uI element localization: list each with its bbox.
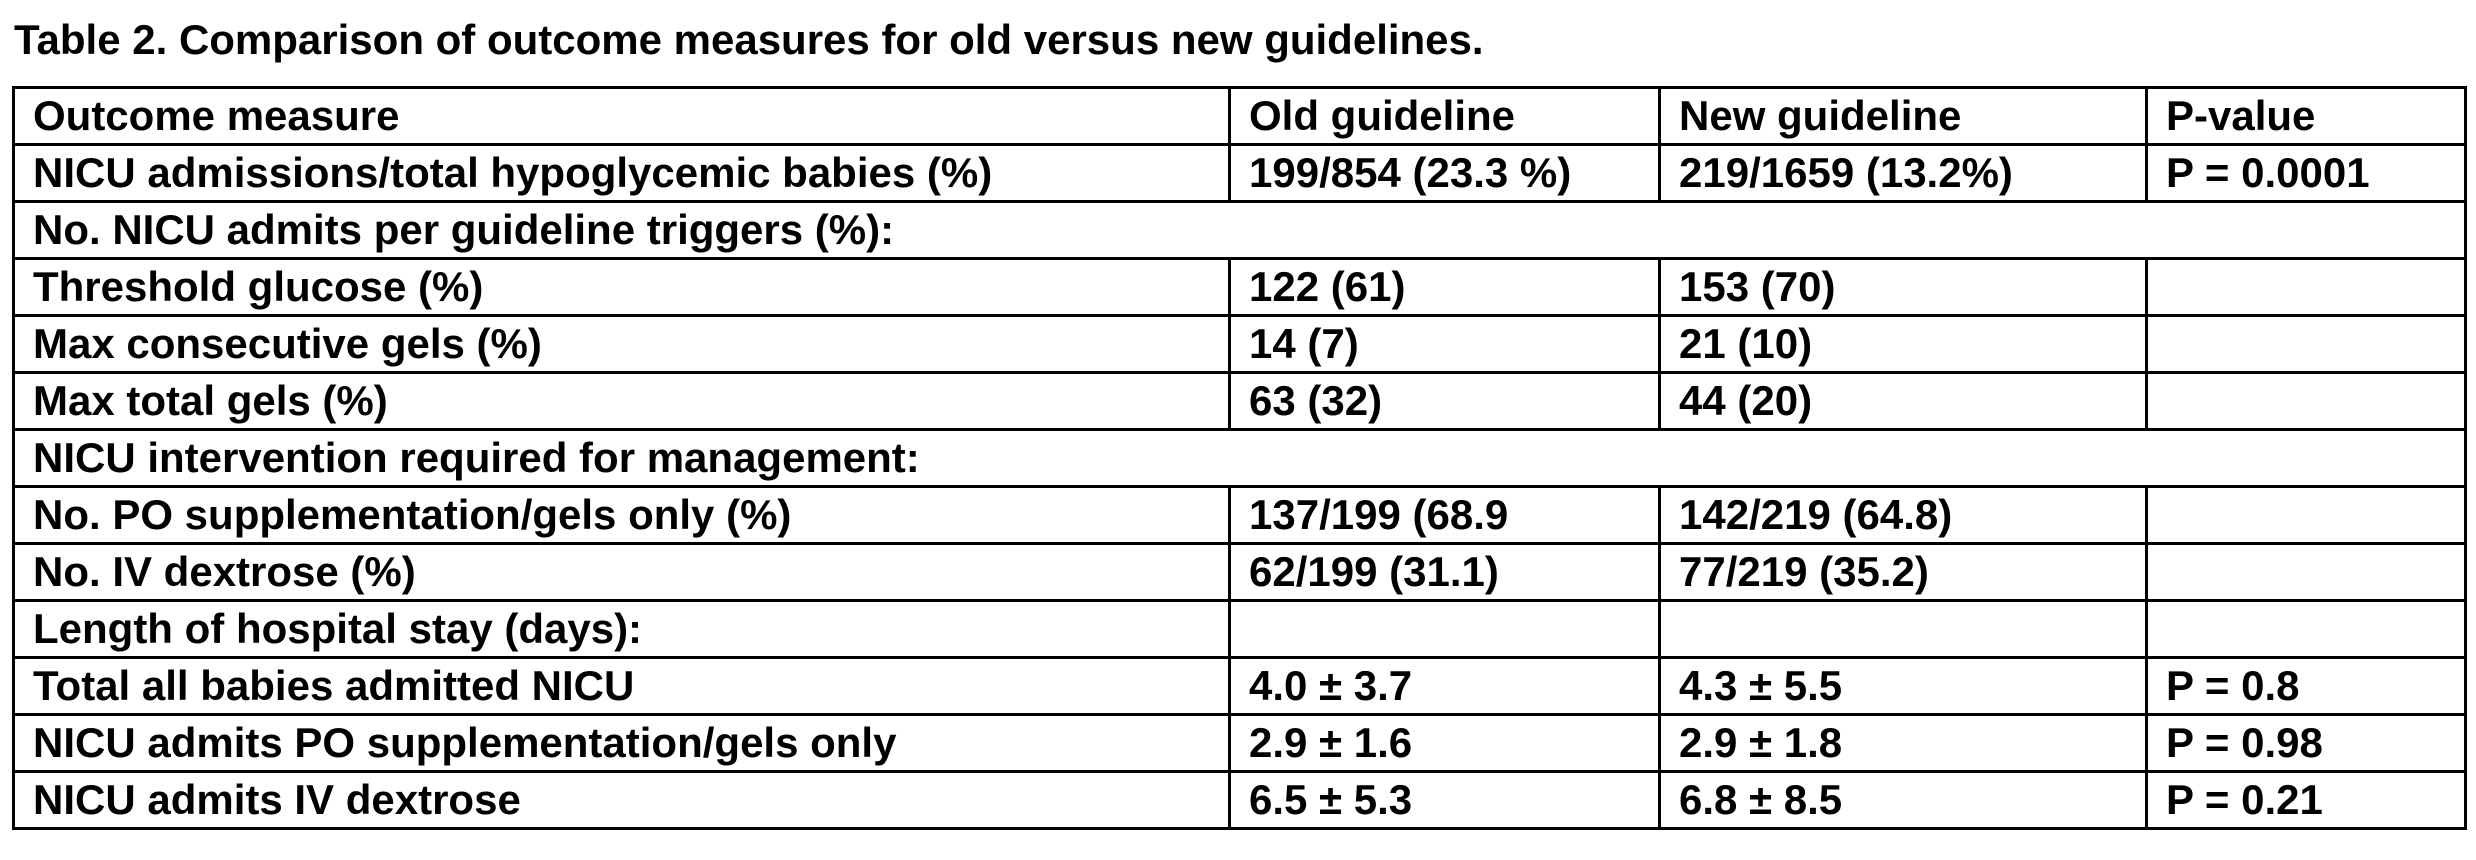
- cell-new-guideline: 2.9 ± 1.8: [1660, 715, 2147, 772]
- cell-new-guideline: 77/219 (35.2): [1660, 544, 2147, 601]
- table-row: [14, 259, 2466, 316]
- cell-new-guideline: 219/1659 (13.2%): [1660, 145, 2147, 202]
- cell-new-guideline: 6.8 ± 8.5: [1660, 772, 2147, 829]
- cell-new-guideline: 153 (70): [1660, 259, 2147, 316]
- cell-new-guideline: 44 (20): [1660, 373, 2147, 430]
- table-row: [14, 487, 2466, 544]
- cell-outcome-measure: Max consecutive gels (%): [14, 316, 1230, 373]
- table-row: [14, 658, 2466, 715]
- header-cell-outcome-measure: Outcome measure: [14, 88, 1230, 145]
- cell-outcome-measure: NICU admissions/total hypoglycemic babies (%): [14, 145, 1230, 202]
- table-row: [14, 373, 2466, 430]
- cell-new-guideline: [1660, 601, 2147, 658]
- cell-outcome-measure: NICU admits IV dextrose: [14, 772, 1230, 829]
- cell-old-guideline: 199/854 (23.3 %): [1230, 145, 1660, 202]
- cell-p-value: [2147, 259, 2466, 316]
- cell-new-guideline: 21 (10): [1660, 316, 2147, 373]
- cell-outcome-measure: Total all babies admitted NICU: [14, 658, 1230, 715]
- section-label: No. NICU admits per guideline triggers (%):: [14, 202, 2466, 259]
- cell-p-value: [2147, 601, 2466, 658]
- table-row: [14, 316, 2466, 373]
- cell-old-guideline: 63 (32): [1230, 373, 1660, 430]
- header-row: [14, 88, 2466, 145]
- cell-outcome-measure: Threshold glucose (%): [14, 259, 1230, 316]
- cell-p-value: [2147, 316, 2466, 373]
- table-caption: Table 2. Comparison of outcome measures for old versus new guidelines.: [14, 16, 1484, 63]
- header-cell-new-guideline: New guideline: [1660, 88, 2147, 145]
- table-row: [14, 772, 2466, 829]
- cell-outcome-measure: No. IV dextrose (%): [14, 544, 1230, 601]
- cell-p-value: P = 0.21: [2147, 772, 2466, 829]
- cell-old-guideline: 137/199 (68.9: [1230, 487, 1660, 544]
- cell-old-guideline: [1230, 601, 1660, 658]
- cell-old-guideline: 6.5 ± 5.3: [1230, 772, 1660, 829]
- header-cell-p-value: P-value: [2147, 88, 2466, 145]
- cell-new-guideline: 142/219 (64.8): [1660, 487, 2147, 544]
- cell-old-guideline: 122 (61): [1230, 259, 1660, 316]
- cell-p-value: P = 0.98: [2147, 715, 2466, 772]
- section-row: [14, 430, 2466, 487]
- cell-old-guideline: 14 (7): [1230, 316, 1660, 373]
- section-row: [14, 202, 2466, 259]
- table-row: [14, 544, 2466, 601]
- cell-outcome-measure: NICU admits PO supplementation/gels only: [14, 715, 1230, 772]
- cell-outcome-measure: Length of hospital stay (days):: [14, 601, 1230, 658]
- table-row: [14, 145, 2466, 202]
- cell-p-value: P = 0.0001: [2147, 145, 2466, 202]
- cell-p-value: [2147, 544, 2466, 601]
- cell-outcome-measure: No. PO supplementation/gels only (%): [14, 487, 1230, 544]
- cell-p-value: [2147, 487, 2466, 544]
- cell-new-guideline: 4.3 ± 5.5: [1660, 658, 2147, 715]
- cell-old-guideline: 62/199 (31.1): [1230, 544, 1660, 601]
- cell-p-value: [2147, 373, 2466, 430]
- cell-old-guideline: 4.0 ± 3.7: [1230, 658, 1660, 715]
- header-cell-old-guideline: Old guideline: [1230, 88, 1660, 145]
- cell-old-guideline: 2.9 ± 1.6: [1230, 715, 1660, 772]
- outcome-measures-table: [12, 86, 2467, 830]
- cell-p-value: P = 0.8: [2147, 658, 2466, 715]
- table-body: [14, 88, 2466, 829]
- cell-outcome-measure: Max total gels (%): [14, 373, 1230, 430]
- table-row: [14, 601, 2466, 658]
- section-label: NICU intervention required for management:: [14, 430, 2466, 487]
- table-row: [14, 715, 2466, 772]
